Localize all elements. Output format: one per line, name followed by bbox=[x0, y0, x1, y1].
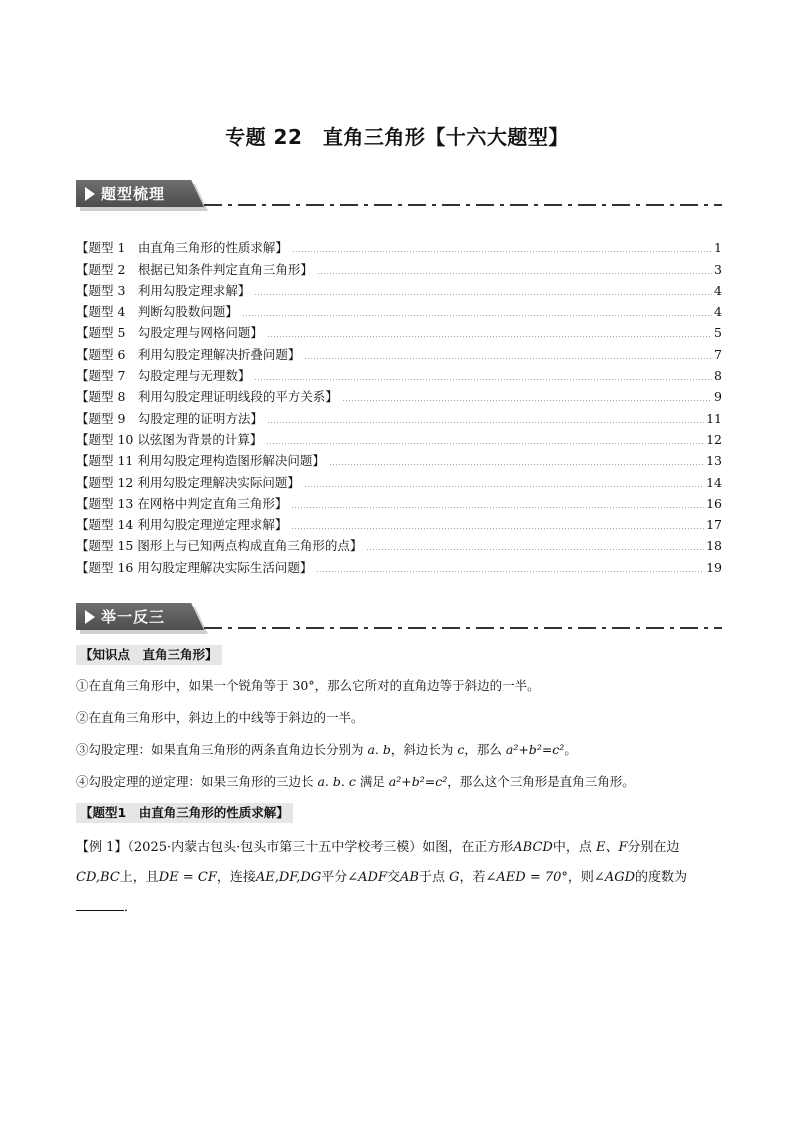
toc-entry-page: 9 bbox=[714, 389, 722, 405]
toc-entry-label: 【题型 6 利用勾股定理解决折叠问题】 bbox=[76, 346, 301, 362]
toc-entry[interactable] bbox=[76, 428, 722, 449]
toc-entry[interactable] bbox=[76, 236, 722, 257]
toc-entry[interactable] bbox=[76, 513, 722, 534]
toc-entry[interactable] bbox=[76, 406, 722, 427]
dot-leader bbox=[304, 358, 712, 359]
dot-leader bbox=[366, 549, 704, 550]
toc-entry-label: 【题型 9 勾股定理的证明方法】 bbox=[76, 410, 263, 426]
answer-blank[interactable] bbox=[76, 897, 124, 911]
toc-entry-page: 8 bbox=[714, 368, 722, 384]
knowledge-point-2: ②在直角三角形中，斜边上的中线等于斜边的一半。 bbox=[76, 710, 364, 725]
section-banner-overview bbox=[76, 180, 722, 210]
toc-entry[interactable] bbox=[76, 321, 722, 342]
toc-entry[interactable] bbox=[76, 300, 722, 321]
banner-label: 题型梳理 bbox=[101, 185, 166, 203]
toc-entry[interactable] bbox=[76, 257, 722, 278]
knowledge-point-3: ③勾股定理：如果直角三角形的两条直角边长分别为 a. b，斜边长为 c，那么 a²+b²=c²。 bbox=[76, 742, 577, 757]
toc-entry-label: 【题型 13 在网格中判定直角三角形】 bbox=[76, 495, 288, 511]
play-arrow-icon bbox=[85, 187, 95, 201]
dash-divider bbox=[204, 627, 722, 629]
toc-entry[interactable] bbox=[76, 492, 722, 513]
dot-leader bbox=[316, 571, 704, 572]
dot-leader bbox=[317, 273, 712, 274]
toc-entry-label: 【题型 14 利用勾股定理逆定理求解】 bbox=[76, 517, 288, 533]
toc-entry-page: 13 bbox=[706, 453, 722, 469]
banner-label: 举一反三 bbox=[101, 608, 166, 626]
toc-entry[interactable] bbox=[76, 555, 722, 576]
toc-entry-page: 3 bbox=[714, 261, 722, 277]
dot-leader bbox=[254, 379, 712, 380]
toc-entry-label: 【题型 5 勾股定理与网格问题】 bbox=[76, 325, 263, 341]
toc-entry-label: 【题型 11 利用勾股定理构造图形解决问题】 bbox=[76, 453, 325, 469]
dot-leader bbox=[266, 443, 704, 444]
type1-heading: 【题型1 由直角三角形的性质求解】 bbox=[76, 803, 293, 823]
toc-entry[interactable] bbox=[76, 534, 722, 555]
dot-leader bbox=[291, 528, 704, 529]
dot-leader bbox=[304, 486, 704, 487]
dot-leader bbox=[267, 336, 712, 337]
toc-entry-page: 11 bbox=[706, 410, 722, 426]
toc-entry-page: 4 bbox=[714, 304, 722, 320]
toc-entry-page: 4 bbox=[714, 282, 722, 298]
toc-entry-label: 【题型 2 根据已知条件判定直角三角形】 bbox=[76, 261, 313, 277]
toc-entry-label: 【题型 12 利用勾股定理解决实际问题】 bbox=[76, 474, 300, 490]
toc-entry-label: 【题型 1 由直角三角形的性质求解】 bbox=[76, 240, 288, 256]
dot-leader bbox=[292, 251, 712, 252]
example-1: 【例 1】（2025·内蒙古包头·包头市第三十五中学校考三模）如图，在正方形ABCD中，点 E、F分别在边CD,BC上，且DE = CF，连接AE,DF,DG平分∠ADF交AB于点 G，若∠AED = 70°，则∠AGD的度数为． bbox=[76, 840, 688, 915]
toc-entry[interactable] bbox=[76, 342, 722, 363]
toc-entry-label: 【题型 16 用勾股定理解决实际生活问题】 bbox=[76, 559, 313, 575]
page-title: 专题 22 直角三角形【十六大题型】 bbox=[225, 125, 569, 149]
toc-entry-page: 17 bbox=[706, 517, 722, 533]
table-of-contents bbox=[76, 236, 722, 577]
toc-entry-page: 14 bbox=[706, 474, 722, 490]
dot-leader bbox=[267, 422, 704, 423]
play-arrow-icon bbox=[85, 610, 95, 624]
dot-leader bbox=[342, 400, 712, 401]
toc-entry-page: 7 bbox=[714, 346, 722, 362]
toc-entry-page: 18 bbox=[706, 538, 722, 554]
toc-entry-page: 1 bbox=[714, 240, 722, 256]
toc-entry-label: 【题型 4 判断勾股数问题】 bbox=[76, 304, 238, 320]
toc-entry-label: 【题型 8 利用勾股定理证明线段的平方关系】 bbox=[76, 389, 338, 405]
toc-entry-label: 【题型 3 利用勾股定理求解】 bbox=[76, 282, 251, 298]
knowledge-point-1: ①在直角三角形中，如果一个锐角等于 30°，那么它所对的直角边等于斜边的一半。 bbox=[76, 678, 540, 693]
toc-entry[interactable] bbox=[76, 364, 722, 385]
toc-entry-page: 16 bbox=[706, 495, 722, 511]
knowledge-heading: 【知识点 直角三角形】 bbox=[76, 645, 222, 665]
dot-leader bbox=[291, 507, 704, 508]
toc-entry-page: 5 bbox=[714, 325, 722, 341]
toc-entry[interactable] bbox=[76, 279, 722, 300]
section-banner-examples bbox=[76, 603, 722, 633]
dot-leader bbox=[242, 315, 712, 316]
dot-leader bbox=[329, 464, 704, 465]
dot-leader bbox=[254, 294, 712, 295]
toc-entry-page: 12 bbox=[706, 431, 722, 447]
dash-divider bbox=[204, 204, 722, 206]
toc-entry-label: 【题型 15 图形上与已知两点构成直角三角形的点】 bbox=[76, 538, 363, 554]
toc-entry-label: 【题型 7 勾股定理与无理数】 bbox=[76, 368, 251, 384]
toc-entry-page: 19 bbox=[706, 559, 722, 575]
toc-entry[interactable] bbox=[76, 385, 722, 406]
knowledge-point-4: ④勾股定理的逆定理：如果三角形的三边长 a. b. c 满足 a²+b²=c²，那么这个三角形是直角三角形。 bbox=[76, 774, 635, 789]
toc-entry[interactable] bbox=[76, 470, 722, 491]
toc-entry-label: 【题型 10 以弦图为背景的计算】 bbox=[76, 431, 263, 447]
toc-entry[interactable] bbox=[76, 449, 722, 470]
